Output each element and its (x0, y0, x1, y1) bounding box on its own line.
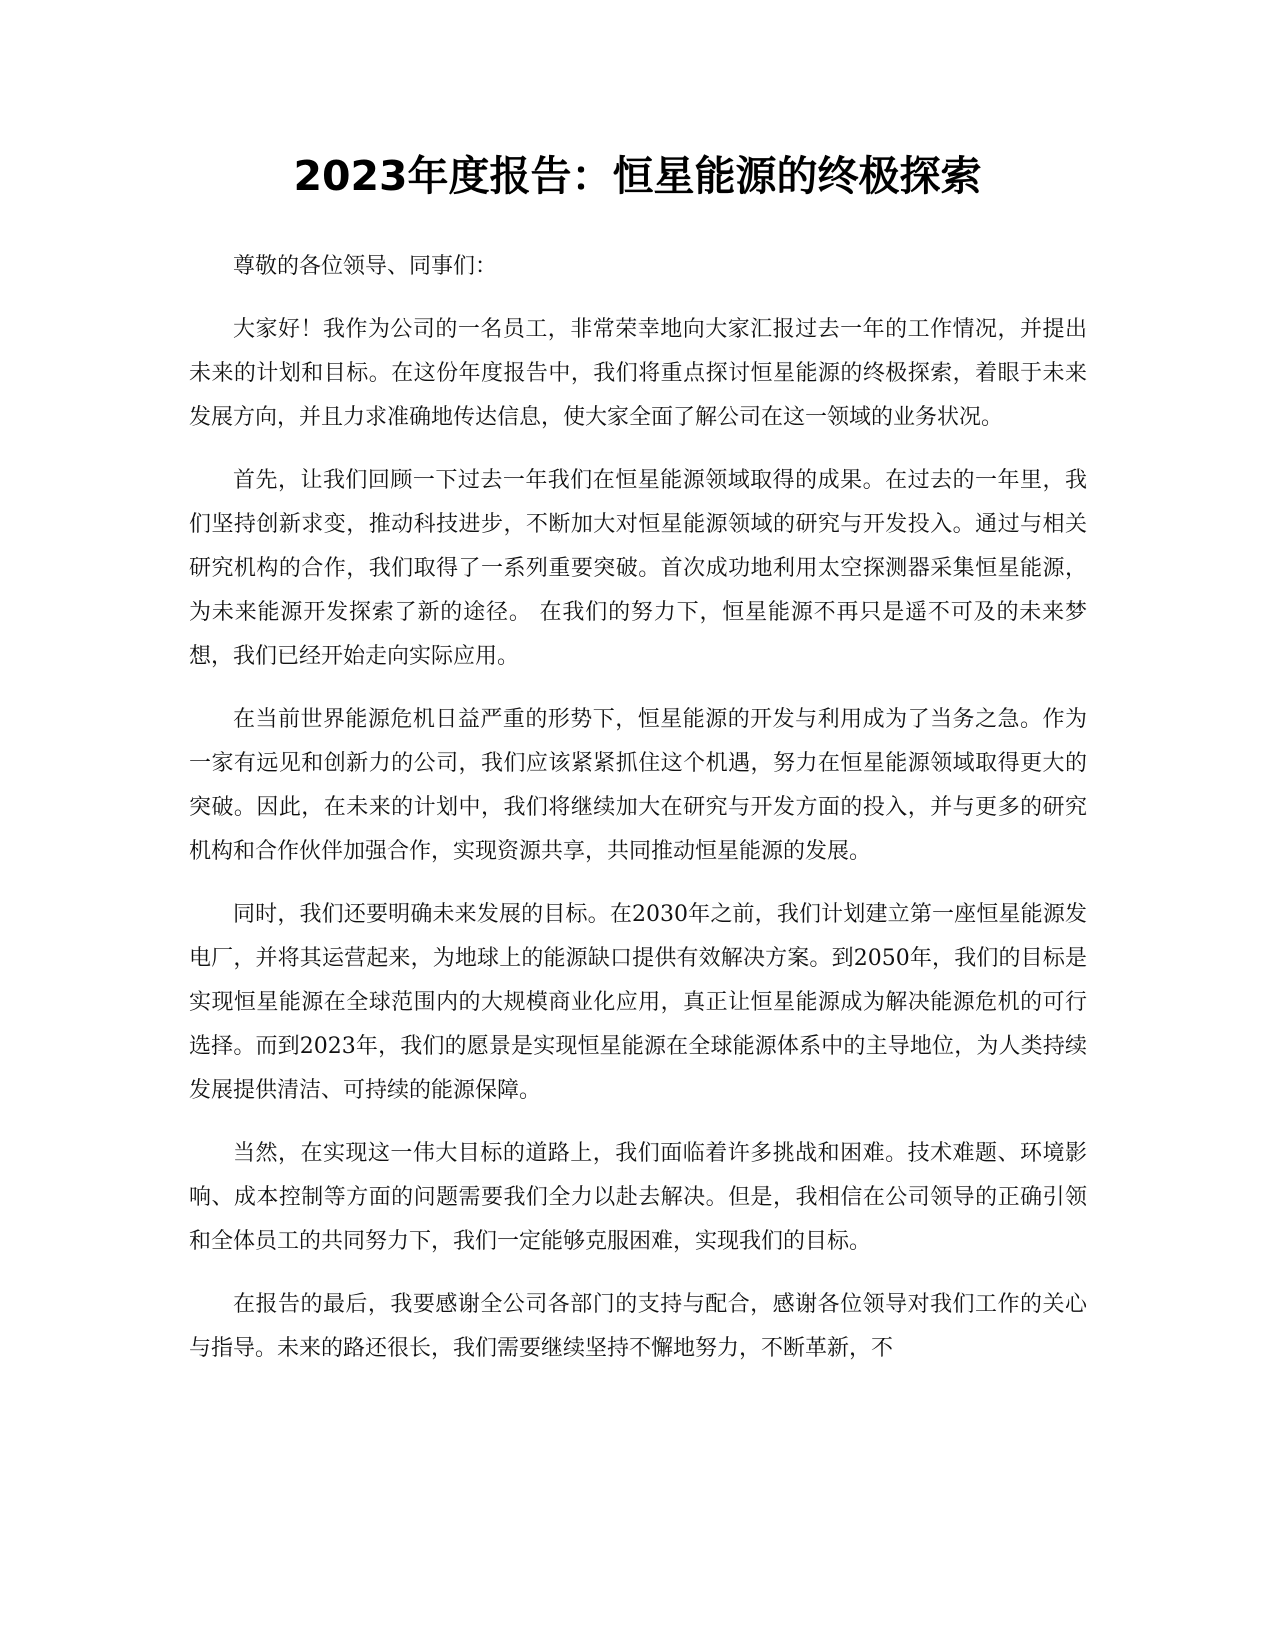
document-body (189, 245, 1087, 1390)
body-paragraph: 同时，我们还要明确未来发展的目标。在2030年之前，我们计划建立第一座恒星能源发电厂，并将其运营起来，为地球上的能源缺口提供有效解决方案。到2050年，我们的目标是实现恒星能源在全球范围内的大规模商业化应用，真正让恒星能源成为解决能源危机的可行选择。而到2023年，我们的愿景是实现恒星能源在全球能源体系中的主导地位，为人类持续发展提供清洁、可持续的能源保障。 (189, 902, 1087, 1103)
page-title: 2023年度报告：恒星能源的终极探索 (293, 152, 982, 200)
salutation-paragraph: 尊敬的各位领导、同事们： (233, 254, 498, 279)
body-paragraph: 当然，在实现这一伟大目标的道路上，我们面临着许多挑战和困难。技术难题、环境影响、成本控制等方面的问题需要我们全力以赴去解决。但是，我相信在公司领导的正确引领和全体员工的共同努力下，我们一定能够克服困难，实现我们的目标。 (189, 1141, 1087, 1254)
body-paragraph: 在当前世界能源危机日益严重的形势下，恒星能源的开发与利用成为了当务之急。作为一家有远见和创新力的公司，我们应该紧紧抓住这个机遇，努力在恒星能源领域取得更大的突破。因此，在未来的计划中，我们将继续加大在研究与开发方面的投入，并与更多的研究机构和合作伙伴加强合作，实现资源共享，共同推动恒星能源的发展。 (189, 707, 1087, 864)
body-paragraph: 在报告的最后，我要感谢全公司各部门的支持与配合，感谢各位领导对我们工作的关心与指导。未来的路还很长，我们需要继续坚持不懈地努力，不断革新，不 (189, 1292, 1087, 1361)
body-paragraph: 大家好！我作为公司的一名员工，非常荣幸地向大家汇报过去一年的工作情况，并提出未来的计划和目标。在这份年度报告中，我们将重点探讨恒星能源的终极探索，着眼于未来发展方向，并且力求准确地传达信息，使大家全面了解公司在这一领域的业务状况。 (189, 317, 1087, 430)
body-paragraph: 首先，让我们回顾一下过去一年我们在恒星能源领域取得的成果。在过去的一年里，我们坚持创新求变，推动科技进步，不断加大对恒星能源领域的研究与开发投入。通过与相关研究机构的合作，我们取得了一系列重要突破。首次成功地利用太空探测器采集恒星能源，为未来能源开发探索了新的途径。 在我们的努力下，恒星能源不再只是遥不可及的未来梦想，我们已经开始走向实际应用。 (189, 468, 1087, 669)
